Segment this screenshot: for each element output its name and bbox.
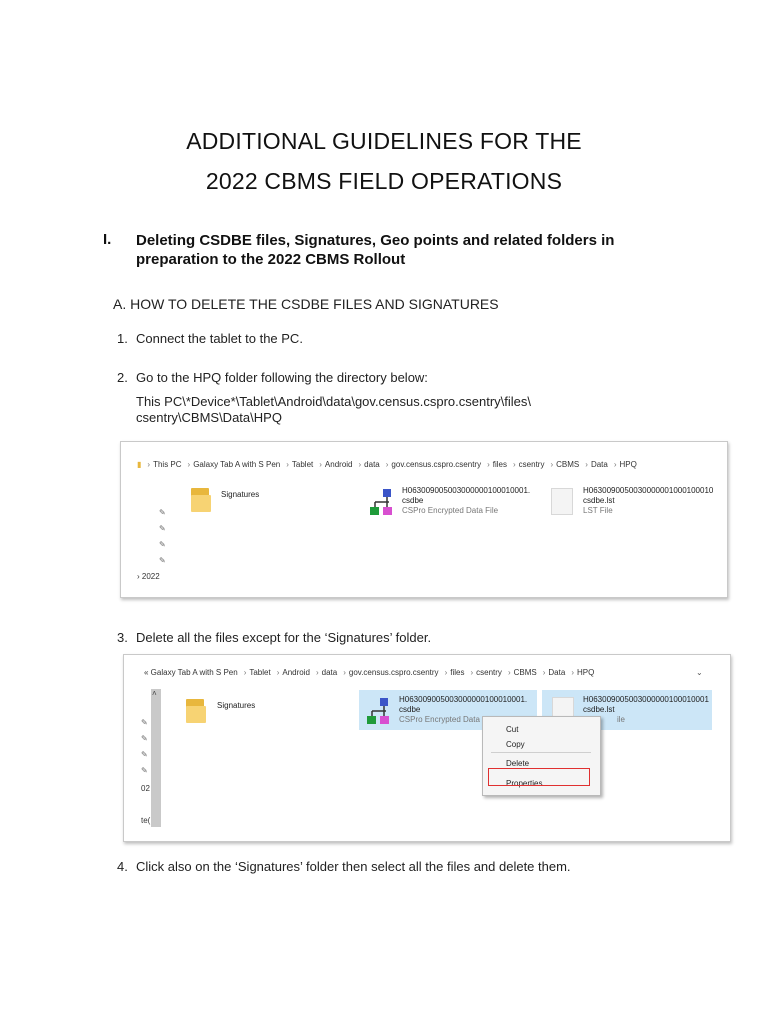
- pin-icon: ✎: [141, 734, 148, 743]
- file-name: [583, 695, 709, 725]
- directory-path-line-1: This PC\*Device*\Tablet\Android\data\gov.census.cspro.csentry\files\: [136, 394, 531, 409]
- file-name-line-1: H063009005003000000100010001.: [399, 695, 528, 704]
- crumb: CBMS: [513, 668, 537, 677]
- pin-icon: ✎: [159, 524, 166, 533]
- crumb: files: [450, 668, 465, 677]
- file-type: ile: [617, 715, 626, 724]
- pin-icon: ✎: [159, 540, 166, 549]
- file-name: [402, 486, 530, 516]
- file-type: CSPro Encrypted Data File: [402, 506, 499, 515]
- lst-file-icon: [551, 488, 573, 515]
- step-text: Connect the tablet to the PC.: [136, 331, 303, 346]
- document-title-line-2: 2022 CBMS FIELD OPERATIONS: [205, 168, 563, 194]
- file-name-line-1: H0630090050030000001000100010: [583, 486, 714, 495]
- file-type: CSPro Encrypted Data: [399, 715, 480, 724]
- crumb: csentry: [476, 668, 502, 677]
- crumb: csentry: [518, 460, 545, 469]
- crumb: Android: [282, 668, 310, 677]
- delete-highlight-box: [488, 768, 590, 786]
- nav-pane-label: 02: [141, 784, 150, 793]
- breadcrumb: ▮ › This PC › Galaxy Tab A with S Pen › Tablet › Android › data › gov.census.cspro.csentry › files › csentry › CBMS › Data › HPQ: [137, 460, 637, 469]
- folder-name: Signatures: [221, 490, 260, 499]
- menu-item-cut[interactable]: Cut: [506, 725, 519, 734]
- breadcrumb: « Galaxy Tab A with S Pen › Tablet › Android › data › gov.census.cspro.csentry › files › csentry › CBMS › Data › HPQ: [144, 668, 595, 677]
- nav-pane-label: te(: [141, 816, 151, 825]
- crumb: gov.census.cspro.csentry: [348, 668, 439, 677]
- cspro-data-file-icon: [369, 488, 395, 516]
- subsection-heading: A. HOW TO DELETE THE CSDBE FILES AND SIGNATURES: [113, 296, 499, 312]
- step-number: 4.: [117, 859, 128, 874]
- pin-icon: ✎: [141, 766, 148, 775]
- section-number: I.: [103, 231, 112, 248]
- crumb: gov.census.cspro.csentry: [391, 460, 482, 469]
- step-number: 3.: [117, 630, 128, 645]
- folder-icon-front: [186, 706, 206, 723]
- file-name: [583, 486, 713, 516]
- crumb: Tablet: [291, 460, 314, 469]
- scroll-up-arrow-icon[interactable]: ˄: [152, 689, 157, 698]
- pin-icon: ✎: [159, 556, 166, 565]
- directory-path-line-2: csentry\CBMS\Data\HPQ: [136, 410, 282, 425]
- pin-icon: ✎: [159, 508, 166, 517]
- file-name-line-1: H063009005003000000100010001: [583, 695, 709, 704]
- section-heading-line-1: Deleting CSDBE files, Signatures, Geo points and related folders in: [136, 232, 615, 249]
- explorer-screenshot-1: [120, 441, 728, 598]
- file-name-line-1: H063009005003000000100010001.: [402, 486, 531, 495]
- explorer-screenshot-2: [123, 654, 731, 842]
- menu-item-copy[interactable]: Copy: [506, 740, 525, 749]
- step-text: Delete all the files except for the ‘Signatures’ folder.: [136, 630, 432, 645]
- folder-small-icon: ▮: [137, 460, 142, 469]
- crumb: files: [492, 460, 507, 469]
- document-title-line-1: ADDITIONAL GUIDELINES FOR THE: [186, 128, 582, 154]
- section-heading-line-2: preparation to the 2022 CBMS Rollout: [136, 251, 406, 268]
- crumb: Data: [590, 460, 608, 469]
- file-name-line-2: csdbe.lst: [583, 705, 615, 714]
- crumb: Data: [548, 668, 566, 677]
- directory-path: [136, 394, 531, 426]
- folder-icon-front: [191, 495, 211, 512]
- context-menu: [482, 716, 601, 796]
- file-name-line-2: csdbe: [399, 705, 421, 714]
- crumb: CBMS: [556, 460, 580, 469]
- crumb: « Galaxy Tab A with S Pen: [144, 668, 238, 677]
- pin-icon: ✎: [141, 718, 148, 727]
- crumb: Android: [324, 460, 353, 469]
- file-type: LST File: [583, 506, 613, 515]
- crumb: Tablet: [249, 668, 271, 677]
- crumb: HPQ: [619, 460, 637, 469]
- chevron-down-icon[interactable]: ⌄: [696, 668, 703, 677]
- step-number: 1.: [117, 331, 128, 346]
- crumb: This PC: [153, 460, 182, 469]
- crumb: Galaxy Tab A with S Pen: [193, 460, 281, 469]
- crumb: HPQ: [576, 668, 595, 677]
- cspro-data-file-icon: [366, 697, 392, 725]
- nav-pane-label: › 2022: [137, 572, 160, 581]
- step-number: 2.: [117, 370, 128, 385]
- menu-divider: [491, 752, 591, 753]
- menu-item-delete[interactable]: Delete: [506, 759, 530, 768]
- file-name-line-2: csdbe.lst: [583, 496, 615, 505]
- menu-item-properties[interactable]: Properties: [506, 779, 543, 788]
- file-name-line-2: csdbe: [402, 496, 424, 505]
- step-text: Click also on the ‘Signatures’ folder then select all the files and delete them.: [136, 859, 571, 874]
- pin-icon: ✎: [141, 750, 148, 759]
- step-text: Go to the HPQ folder following the directory below:: [136, 370, 428, 385]
- section-heading: [136, 231, 696, 269]
- crumb: data: [364, 460, 380, 469]
- scrollbar[interactable]: [151, 689, 161, 827]
- folder-name: Signatures: [217, 701, 256, 710]
- crumb: data: [321, 668, 338, 677]
